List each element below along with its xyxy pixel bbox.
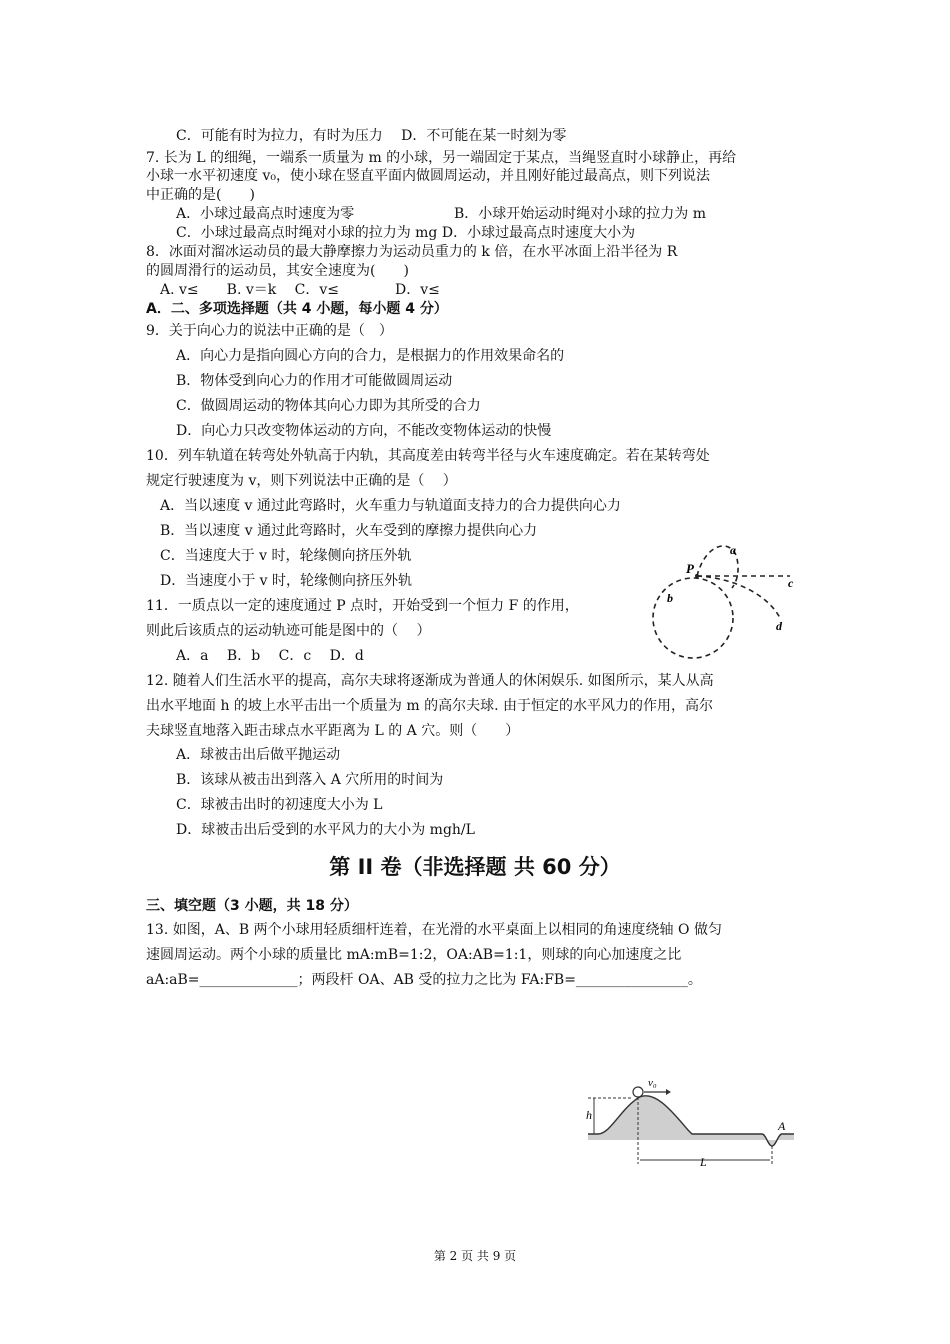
- ground-terrain: [588, 1096, 794, 1146]
- label-p: P: [686, 561, 694, 576]
- q8-stem-line2: 的圆周滑行的运动员，其安全速度为( ): [146, 263, 409, 279]
- velocity-arrowhead: [666, 1089, 671, 1095]
- label-b: b: [667, 591, 673, 605]
- q10-option-c: C．当速度大于 v 时，轮缘侧向挤压外轨: [160, 548, 412, 564]
- q10-stem-line1: 10．列车轨道在转弯处外轨高于内轨，其高度差由转弯半径与火车速度确定。若在某转弯处: [146, 448, 710, 464]
- section-3-heading: 三、填空题（3 小题，共 18 分）: [146, 898, 358, 914]
- part-2-title: 第 II 卷（非选择题 共 60 分）: [329, 855, 621, 879]
- q9-option-d: D．向心力只改变物体运动的方向，不能改变物体运动的快慢: [176, 423, 552, 439]
- q12-stem-line2: 出水平地面 h 的坡上水平击出一个质量为 m 的高尔夫球. 由于恒定的水平风力的作用，高尔: [146, 698, 713, 714]
- q7-option-c-d: C．小球过最高点时绳对小球的拉力为 mg D．小球过最高点时速度大小为: [176, 225, 636, 241]
- q7-stem-line2: 小球一水平初速度 v₀，使小球在竖直平面内做圆周运动，并且刚好能过最高点，则下列说法: [146, 168, 710, 184]
- q11-trajectory-figure: [650, 540, 810, 670]
- q9-option-a: A．向心力是指向圆心方向的合力，是根据力的作用效果命名的: [176, 348, 565, 364]
- q12-golf-figure: [580, 1070, 800, 1170]
- label-a-hole: A: [778, 1119, 786, 1133]
- label-c: c: [788, 576, 794, 590]
- q6-option-c-d: C．可能有时为拉力，有时为压力 D．不可能在某一时刻为零: [176, 128, 567, 144]
- label-l: L: [700, 1155, 707, 1169]
- q8-options: A. v≤ B. v＝k C．v≤ D．v≤: [160, 282, 440, 298]
- q7-option-b: B．小球开始运动时绳对小球的拉力为 m: [454, 206, 707, 222]
- q13-stem-line1: 13. 如图，A、B 两个小球用轻质细杆连着，在光滑的水平桌面上以相同的角速度绕轴 O 做匀: [146, 922, 722, 938]
- label-a: a: [730, 543, 736, 557]
- q12-option-c: C．球被击出时的初速度大小为 L: [176, 797, 383, 813]
- point-p: [695, 574, 699, 578]
- q9-option-b: B．物体受到向心力的作用才可能做圆周运动: [176, 373, 453, 389]
- label-v0: v₀: [648, 1077, 657, 1089]
- section-2-heading: A．二、多项选择题（共 4 小题，每小题 4 分）: [146, 301, 448, 317]
- q10-option-a: A．当以速度 v 通过此弯路时，火车重力与轨道面支持力的合力提供向心力: [160, 498, 621, 514]
- q7-stem-line1: 7. 长为 L 的细绳，一端系一质量为 m 的小球，另一端固定于某点，当绳竖直时小球静止，再给: [146, 150, 737, 166]
- q7-option-a: A．小球过最高点时速度为零: [176, 206, 355, 222]
- q10-option-d: D．当速度小于 v 时，轮缘侧向挤压外轨: [160, 573, 413, 589]
- trajectory-d: [697, 576, 780, 618]
- q12-option-a: A．球被击出后做平抛运动: [176, 747, 341, 763]
- label-d: d: [776, 619, 782, 633]
- q9-option-c: C．做圆周运动的物体其向心力即为其所受的合力: [176, 398, 481, 414]
- q9-stem: 9．关于向心力的说法中正确的是（ ）: [146, 323, 393, 339]
- q7-stem-line3: 中正确的是( ): [146, 187, 255, 203]
- trajectory-b-circle: [653, 578, 733, 658]
- q12-stem-line1: 12. 随着人们生活水平的提高，高尔夫球将逐渐成为普通人的休闲娱乐. 如图所示，某人从高: [146, 673, 714, 689]
- golf-ball: [633, 1087, 643, 1097]
- q12-option-b: B．该球从被击出到落入 A 穴所用的时间为: [176, 772, 444, 788]
- q12-option-d: D．球被击出后受到的水平风力的大小为 mgh/L: [176, 822, 475, 838]
- page-footer: 第 2 页 共 9 页: [433, 1249, 517, 1263]
- q10-stem-line2: 规定行驶速度为 v，则下列说法中正确的是（ ）: [146, 473, 457, 489]
- q11-stem-line1: 11．一质点以一定的速度通过 P 点时，开始受到一个恒力 F 的作用，: [146, 598, 579, 614]
- q8-stem-line1: 8．冰面对溜冰运动员的最大静摩擦力为运动员重力的 k 倍，在水平冰面上沿半径为 R: [146, 244, 678, 260]
- q13-stem-line3: aA:aB=______________；两段杆 OA、AB 受的拉力之比为 FA:FB=________________。: [146, 972, 702, 988]
- label-h: h: [586, 1108, 592, 1122]
- q10-option-b: B．当以速度 v 通过此弯路时，火车受到的摩擦力提供向心力: [160, 523, 538, 539]
- q13-stem-line2: 速圆周运动。两个小球的质量比 mA:mB=1:2，OA:AB=1:1，则球的向心加速度之比: [146, 947, 682, 963]
- q11-stem-line2: 则此后该质点的运动轨迹可能是图中的（ ）: [146, 623, 431, 639]
- q11-options: A．a B．b C．c D．d: [176, 648, 364, 664]
- q12-stem-line3: 夫球竖直地落入距击球点水平距离为 L 的 A 穴。则（ ）: [146, 723, 520, 739]
